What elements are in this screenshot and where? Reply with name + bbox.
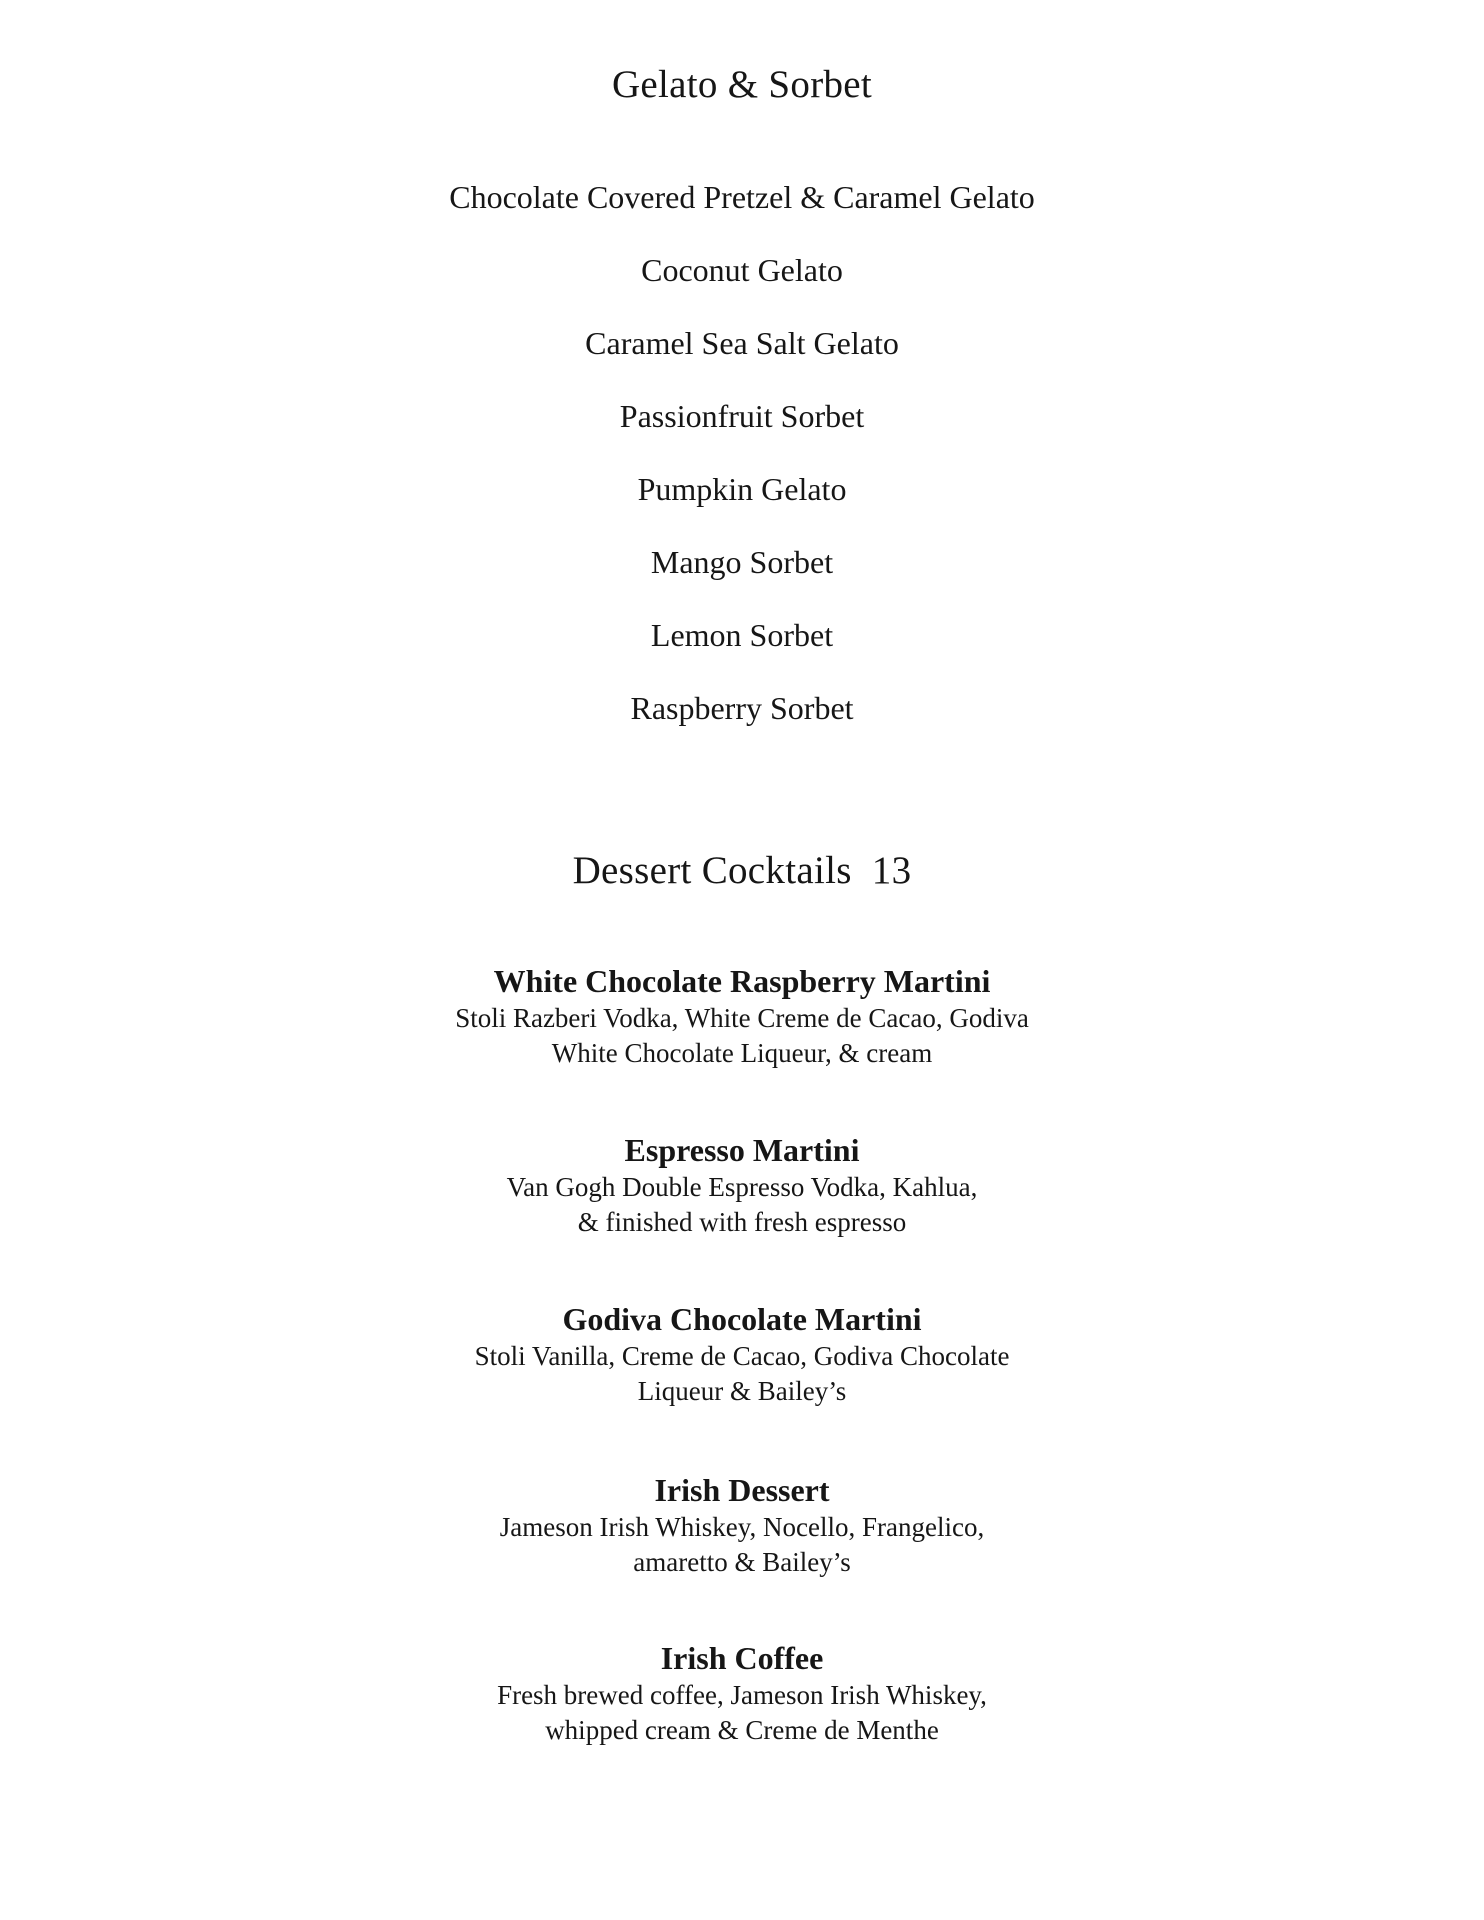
cocktail-item (0, 1470, 1484, 1580)
cocktail-description-line: Van Gogh Double Espresso Vodka, Kahlua, (506, 1172, 978, 1202)
cocktail-name: White Chocolate Raspberry Martini (493, 963, 991, 999)
gelato-item: Coconut Gelato (641, 252, 843, 288)
cocktail-item (0, 1299, 1484, 1409)
gelato-item: Chocolate Covered Pretzel & Caramel Gelato (449, 179, 1035, 215)
cocktail-item (0, 961, 1484, 1071)
cocktail-description-line: Jameson Irish Whiskey, Nocello, Frangelico, (499, 1512, 985, 1542)
cocktail-description-line: Stoli Vanilla, Creme de Cacao, Godiva Chocolate (474, 1341, 1010, 1371)
cocktail-item (0, 1638, 1484, 1748)
gelato-section-title: Gelato & Sorbet (611, 63, 873, 106)
cocktail-description-line: whipped cream & Creme de Menthe (545, 1715, 939, 1745)
cocktail-section-title: Dessert Cocktails 13 (572, 849, 912, 892)
cocktail-description-line: Liqueur & Bailey’s (637, 1376, 847, 1406)
cocktail-name: Irish Coffee (660, 1640, 824, 1676)
gelato-item: Lemon Sorbet (650, 617, 834, 653)
cocktail-description-line: Fresh brewed coffee, Jameson Irish Whiskey, (497, 1680, 987, 1710)
cocktail-name: Irish Dessert (654, 1472, 830, 1508)
cocktail-description-line: Stoli Razberi Vodka, White Creme de Cacao, Godiva (455, 1003, 1029, 1033)
cocktail-description-line: White Chocolate Liqueur, & cream (551, 1038, 933, 1068)
gelato-item: Passionfruit Sorbet (619, 398, 865, 434)
cocktail-name: Godiva Chocolate Martini (562, 1301, 922, 1337)
gelato-list (0, 178, 1484, 762)
cocktail-description-line: & finished with fresh espresso (577, 1207, 907, 1237)
gelato-item: Pumpkin Gelato (637, 471, 847, 507)
cocktail-description-line: amaretto & Bailey’s (633, 1547, 851, 1577)
gelato-item: Mango Sorbet (650, 544, 834, 580)
gelato-item: Caramel Sea Salt Gelato (585, 325, 899, 361)
cocktail-item (0, 1130, 1484, 1240)
gelato-item: Raspberry Sorbet (630, 690, 854, 726)
cocktail-name: Espresso Martini (624, 1132, 860, 1168)
